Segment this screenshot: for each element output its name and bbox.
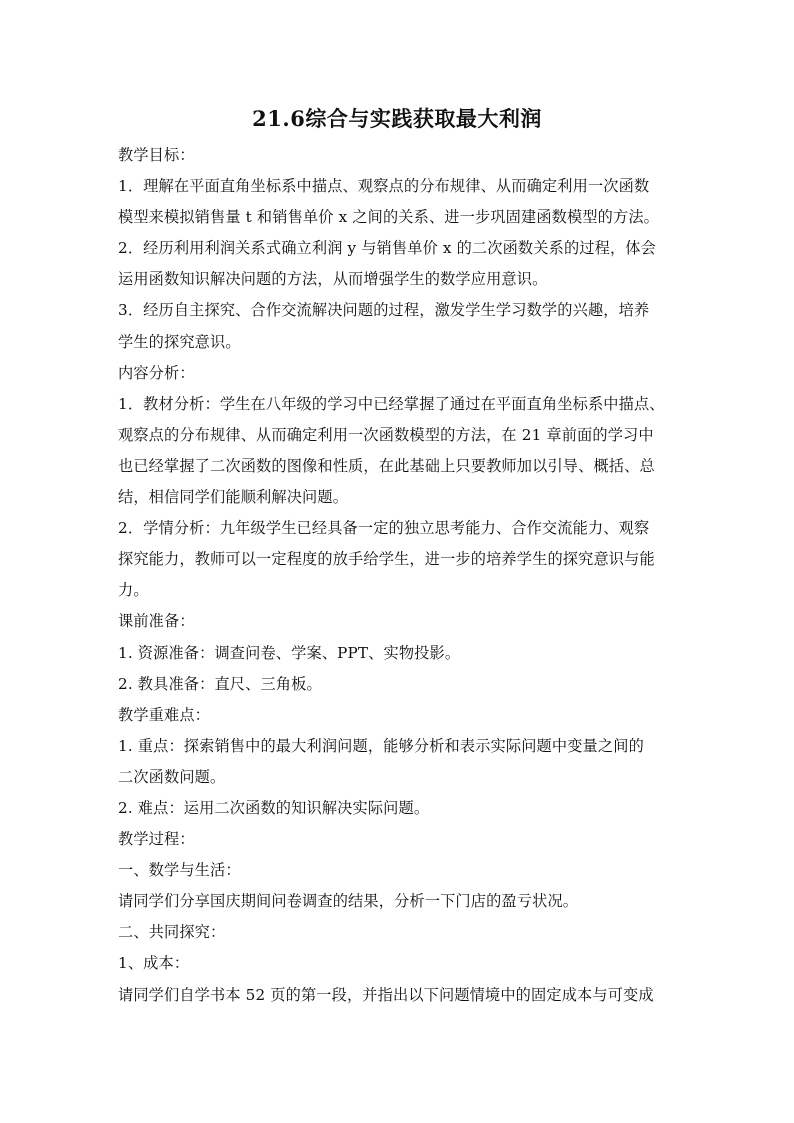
paragraph-line: 2．学情分析：九年级学生已经具备一定的独立思考能力、合作交流能力、观察 xyxy=(118,519,650,538)
subsection-heading: 1、成本： xyxy=(118,954,190,973)
page-title: 21.6综合与实践获取最大利润 xyxy=(252,106,542,131)
paragraph-line: 模型来模拟销售量 t 和销售单价 x 之间的关系、进一步巩固建函数模型的方法。 xyxy=(118,208,660,227)
paragraph-line: 2. 难点：运用二次函数的知识解决实际问题。 xyxy=(118,798,430,817)
paragraph-line: 结，相信同学们能顺利解决问题。 xyxy=(118,488,349,507)
subsection-heading: 二、共同探究： xyxy=(118,923,226,942)
paragraph-line: 1．教材分析：学生在八年级的学习中已经掌握了通过在平面直角坐标系中描点、 xyxy=(118,394,665,413)
section-heading-teaching-process: 教学过程： xyxy=(118,830,195,849)
paragraph-line: 1．理解在平面直角坐标系中描点、观察点的分布规律、从而确定利用一次函数 xyxy=(118,177,650,196)
paragraph-line: 二次函数问题。 xyxy=(118,767,226,786)
section-heading-key-points: 教学重难点： xyxy=(118,705,211,724)
paragraph-line: 2. 教具准备：直尺、三角板。 xyxy=(118,674,322,693)
paragraph-line: 1. 资源准备：调查问卷、学案、PPT、实物投影。 xyxy=(118,643,461,662)
paragraph-line: 请同学们分享国庆期间问卷调查的结果，分析一下门店的盈亏状况。 xyxy=(118,892,579,911)
paragraph-line: 学生的探究意识。 xyxy=(118,332,241,351)
paragraph-line: 运用函数知识解决问题的方法，从而增强学生的数学应用意识。 xyxy=(118,270,548,289)
paragraph-line: 也已经掌握了二次函数的图像和性质，在此基础上只要教师加以引导、概括、总 xyxy=(118,456,655,475)
paragraph-line: 3．经历自主探究、合作交流解决问题的过程，激发学生学习数学的兴趣，培养 xyxy=(118,301,650,320)
paragraph-line: 2．经历利用利润关系式确立利润 y 与销售单价 x 的二次函数关系的过程，体会 xyxy=(118,239,656,258)
paragraph-line: 观察点的分布规律、从而确定利用一次函数模型的方法，在 21 章前面的学习中 xyxy=(118,425,654,444)
paragraph-line: 1. 重点：探索销售中的最大利润问题，能够分析和表示实际问题中变量之间的 xyxy=(118,736,644,755)
section-heading-objectives: 教学目标： xyxy=(118,146,195,164)
document-body xyxy=(118,140,678,1011)
paragraph-line: 请同学们自学书本 52 页的第一段，并指出以下问题情境中的固定成本与可变成 xyxy=(118,985,654,1004)
paragraph-line: 力。 xyxy=(118,581,149,600)
section-heading-preparation: 课前准备： xyxy=(118,612,195,631)
paragraph-line: 探究能力，教师可以一定程度的放手给学生，进一步的培养学生的探究意识与能 xyxy=(118,550,655,569)
subsection-heading: 一、数学与生活： xyxy=(118,861,241,880)
section-heading-content-analysis: 内容分析： xyxy=(118,363,195,382)
